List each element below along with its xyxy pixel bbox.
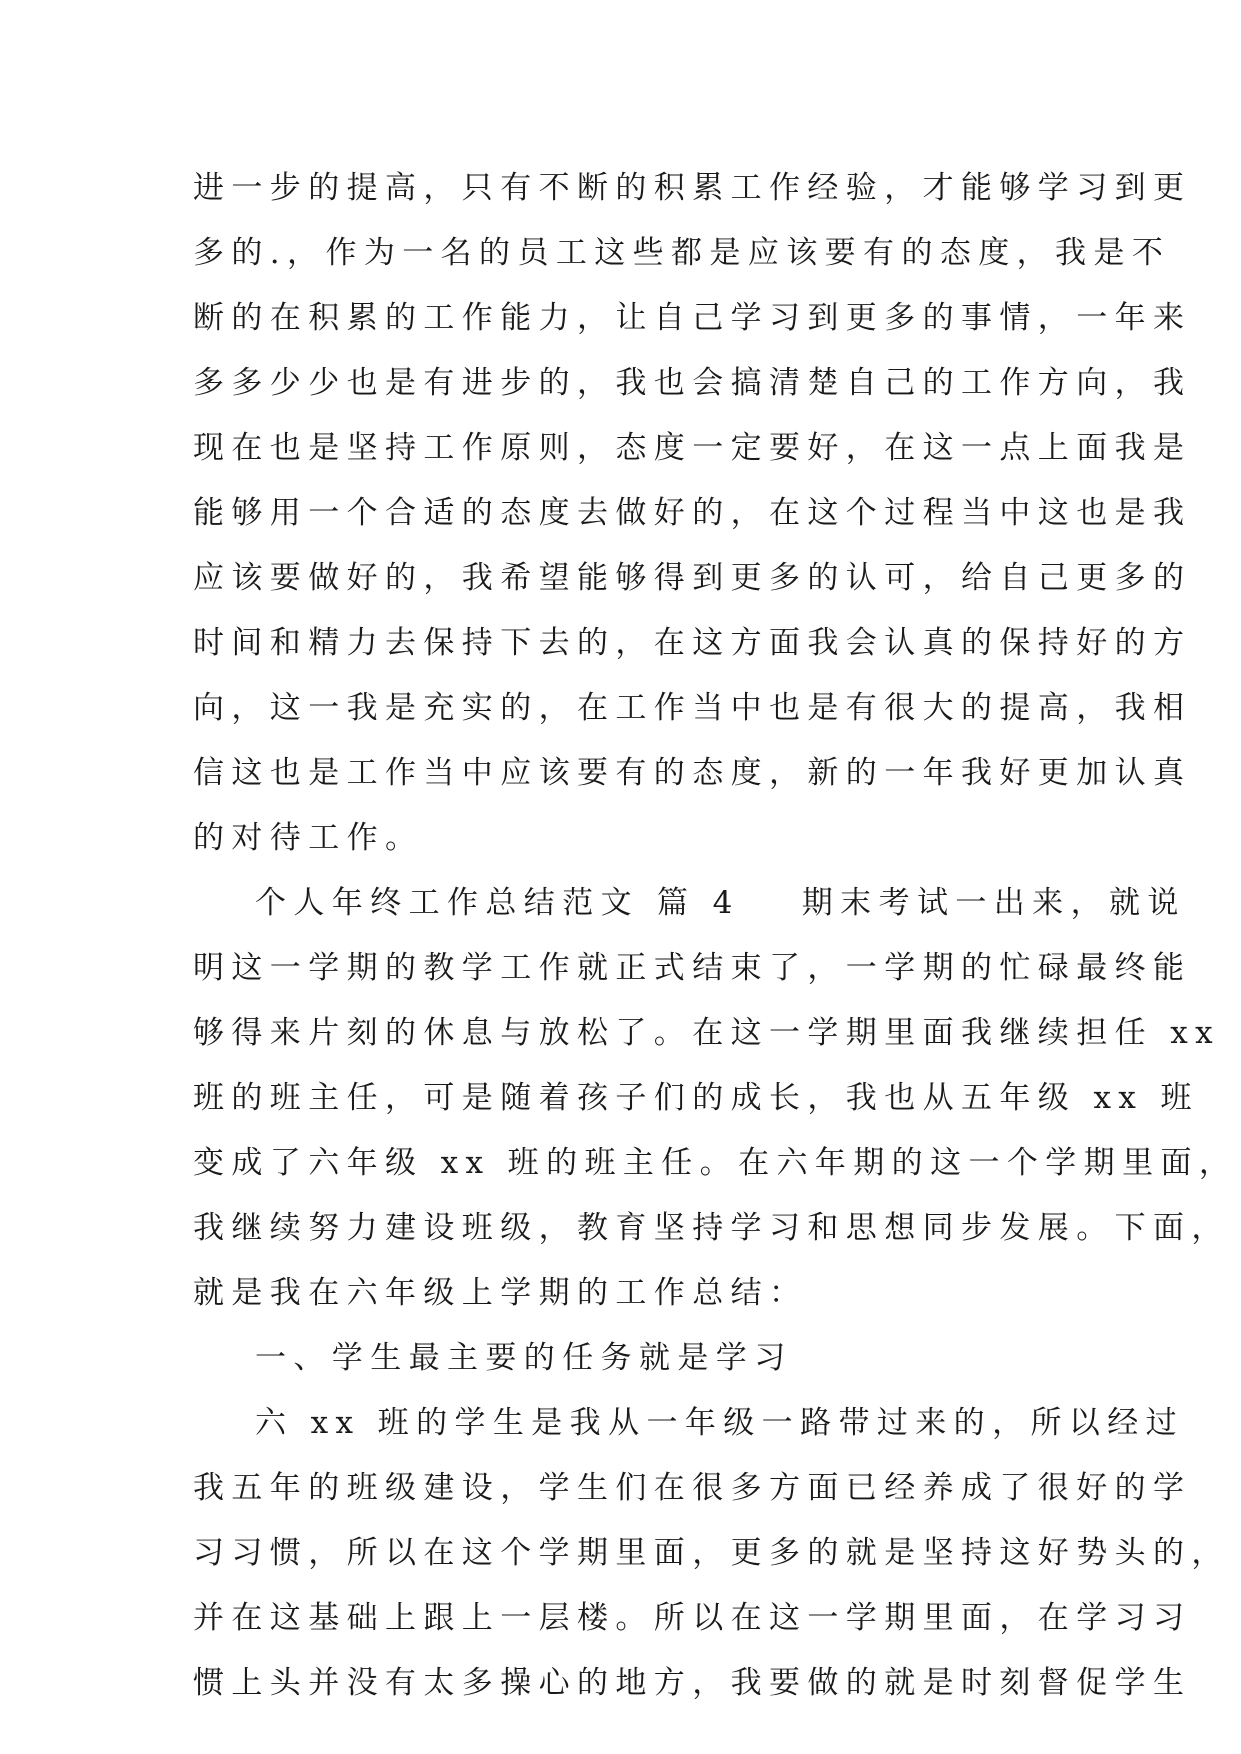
text-line: 变成了六年级 xx 班的班主任。在六年期的这一个学期里面， [193, 1145, 1238, 1181]
text-line: 进一步的提高，只有不断的积累工作经验，才能够学习到更 [193, 170, 1192, 206]
section-heading: 个人年终工作总结范文 [255, 885, 639, 921]
text-line: 我继续努力建设班级，教育坚持学习和思想同步发展。下面， [193, 1210, 1230, 1246]
section-number: 篇 4 [657, 885, 740, 921]
text-line: 惯上头并没有太多操心的地方，我要做的就是时刻督促学生 [193, 1665, 1192, 1701]
text-line: 现在也是坚持工作原则，态度一定要好，在这一点上面我是 [193, 430, 1192, 466]
text-line: 习习惯，所以在这个学期里面，更多的就是坚持这好势头的， [193, 1535, 1230, 1571]
text-line: 我五年的班级建设，学生们在很多方面已经养成了很好的学 [193, 1470, 1192, 1506]
text-line: 多多少少也是有进步的，我也会搞清楚自己的工作方向，我 [193, 365, 1192, 401]
text-line: 明这一学期的教学工作就正式结束了，一学期的忙碌最终能 [193, 950, 1192, 986]
text-line: 能够用一个合适的态度去做好的，在这个过程当中这也是我 [193, 495, 1192, 531]
text-line: 向，这一我是充实的，在工作当中也是有很大的提高，我相 [193, 690, 1192, 726]
text-line: 断的在积累的工作能力，让自己学习到更多的事情，一年来 [193, 300, 1192, 336]
text-line: 够得来片刻的休息与放松了。在这一学期里面我继续担任 xx [193, 1015, 1221, 1051]
subheading: 一、学生最主要的任务就是学习 [255, 1340, 793, 1376]
text-line: 应该要做好的，我希望能够得到更多的认可，给自己更多的 [193, 560, 1192, 596]
text-line: 就是我在六年级上学期的工作总结： [193, 1275, 808, 1311]
section-first-text: 期末考试一出来，就说 [801, 885, 1186, 921]
text-line: 班的班主任，可是随着孩子们的成长，我也从五年级 xx 班 [193, 1080, 1199, 1116]
section-heading-line [193, 871, 1186, 936]
text-line: 六 xx 班的学生是我从一年级一路带过来的，所以经过 [255, 1405, 1185, 1441]
text-line: 的对待工作。 [193, 820, 424, 856]
text-line: 并在这基础上跟上一层楼。所以在这一学期里面，在学习习 [193, 1600, 1192, 1636]
text-line: 信这也是工作当中应该要有的态度，新的一年我好更加认真 [193, 755, 1192, 791]
document-body [193, 156, 1238, 1716]
text-line: 多的.，作为一名的员工这些都是应该要有的态度，我是不 [193, 235, 1171, 271]
text-line: 时间和精力去保持下去的，在这方面我会认真的保持好的方 [193, 625, 1192, 661]
